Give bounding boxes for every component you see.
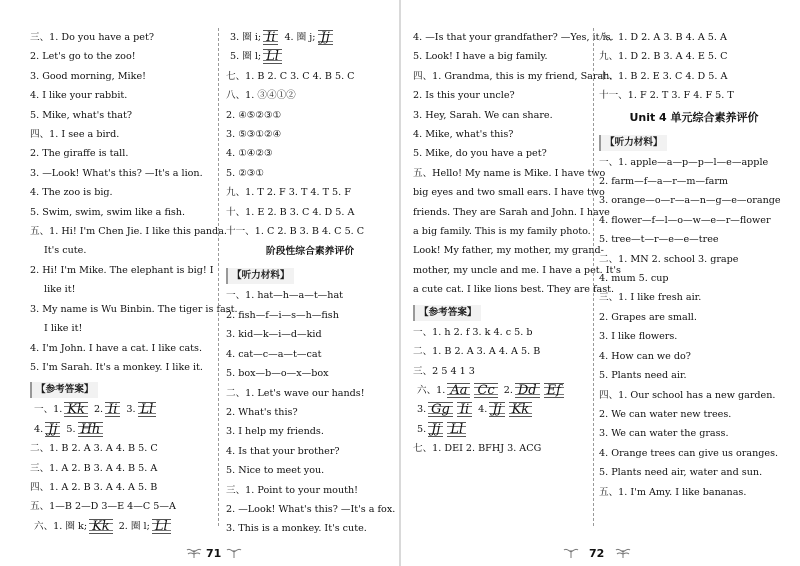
- answer-line: 5. Plants need air, water and sun.: [599, 467, 763, 479]
- answer-line: 2. —Look! What's this? —It's a fox.: [226, 503, 396, 515]
- handwriting-box: Hh: [78, 422, 104, 437]
- handwriting-row: [30, 420, 210, 439]
- answer-line: 3. orange—o—r—a—n—g—e—orange: [599, 195, 781, 207]
- answer-line: 五、1. I'm Amy. I like bananas.: [599, 486, 747, 498]
- section-header: 【参考答案】: [30, 382, 98, 398]
- handwriting-box: Jj: [45, 422, 60, 437]
- answer-line: 八、1. D 2. A 3. B 4. A 5. A: [599, 32, 727, 43]
- handwriting-row: [226, 47, 394, 66]
- answer-line: big eyes and two small ears. I have two: [413, 187, 605, 199]
- answer-label: 3.: [417, 404, 427, 416]
- handwriting-row: [226, 28, 394, 47]
- answer-line: 5. box—b—o—x—box: [226, 368, 329, 380]
- answer-line: 二、1. Let's wave our hands!: [226, 387, 365, 399]
- handwriting-box: Gg: [428, 402, 453, 417]
- column-b: [226, 28, 394, 539]
- answer-line: 4. cat—c—a—t—cat: [226, 348, 322, 360]
- section-header: 【参考答案】: [413, 305, 481, 321]
- answer-label: 3.: [126, 404, 136, 416]
- answer-label: 3. 圈 i;: [230, 32, 262, 43]
- answer-line: 三、2 5 4 1 3: [413, 365, 475, 377]
- handwriting-box: Dd: [515, 383, 540, 398]
- answer-line: 一、1. h 2. f 3. k 4. c 5. b: [413, 326, 533, 338]
- answer-line: 4. Mike, what's this?: [413, 129, 514, 141]
- leaf-ornament-icon: [563, 546, 579, 558]
- answer-line: mother, my uncle and me. I have a pet. It's: [413, 264, 621, 276]
- answer-line: 九、1. T 2. F 3. T 4. T 5. F: [226, 187, 351, 199]
- answer-line: 十一、1. C 2. B 3. B 4. C 5. C: [226, 226, 365, 238]
- answer-line: 4. Is that your brother?: [226, 445, 340, 457]
- answer-label: 5.: [417, 423, 427, 435]
- answer-line: like it!: [44, 284, 76, 296]
- answer-label: 2.: [93, 404, 104, 416]
- answer-line: 五、1. Hi! I'm Chen Jie. I like this panda.: [30, 226, 227, 238]
- answer-label: 5.: [66, 423, 76, 435]
- answer-line: 四、1. Grandma, this is my friend, Sarah.: [413, 70, 613, 82]
- answer-line: 四、1. A 2. B 3. A 4. A 5. B: [30, 481, 158, 493]
- column-divider: [218, 28, 219, 526]
- leaf-ornament-icon: [226, 546, 242, 558]
- answer-line: 二、1. MN 2. school 3. grape: [599, 253, 739, 265]
- answer-line: 2. Hi! I'm Mike. The elephant is big! I: [30, 264, 214, 276]
- answer-line: 5. Mike, what's that?: [30, 109, 133, 121]
- answer-line: 3. ⑤③①②④: [226, 129, 282, 141]
- answer-line: 3. Good morning, Mike!: [30, 70, 146, 82]
- column-d: [599, 28, 789, 502]
- answer-line: 三、1. I like fresh air.: [599, 292, 702, 304]
- answer-line: 4. I'm John. I have a cat. I like cats.: [30, 342, 202, 354]
- handwriting-box: Ii: [263, 30, 278, 45]
- section-header: 【听力材料】: [226, 268, 294, 284]
- answer-line: Look! My father, my mother, my grand-: [413, 245, 604, 257]
- answer-line: 二、1. B 2. A 3. A 4. A 5. B: [413, 346, 541, 358]
- handwriting-box: Cc: [474, 383, 497, 398]
- answer-line: 五、1—B 2—D 3—E 4—C 5—A: [30, 501, 176, 513]
- section-title: 阶段性综合素养评价: [265, 246, 355, 258]
- section-header: 【听力材料】: [599, 135, 667, 151]
- answer-line: 5. ②③①: [226, 167, 265, 179]
- handwriting-box: Ef: [544, 383, 564, 398]
- answer-line: 四、1. I see a bird.: [30, 129, 120, 141]
- answer-line: 八、1. ③④①②: [226, 90, 296, 102]
- handwriting-box: Ll: [138, 402, 157, 417]
- answer-label: 4.: [478, 404, 488, 416]
- answer-line: 3. This is a monkey. It's cute.: [226, 523, 367, 535]
- answer-label: 4. 圈 j;: [284, 32, 316, 43]
- answer-line: 2. Grapes are small.: [599, 311, 697, 323]
- answer-line: 5. Nice to meet you.: [226, 465, 325, 477]
- page-number: 72: [589, 547, 605, 560]
- answer-label: 2. 圈 l;: [118, 520, 150, 532]
- answer-line: 3. Hey, Sarah. We can share.: [413, 109, 553, 121]
- handwriting-box: Ll: [263, 49, 282, 64]
- answer-line: 五、Hello! My name is Mike. I have two: [413, 167, 606, 179]
- answer-line: 3. My name is Wu Binbin. The tiger is fast.: [30, 303, 238, 315]
- answer-line: 2. Is this your uncle?: [413, 90, 515, 102]
- handwriting-box: Ll: [447, 422, 466, 437]
- handwriting-box: Ll: [152, 519, 171, 534]
- answer-line: a cute cat. I like lions best. They are fast.: [413, 284, 615, 296]
- answer-line: 5. Mike, do you have a pet?: [413, 148, 547, 160]
- answer-line: a big family. This is my family photo.: [413, 226, 591, 238]
- answer-line: 5. Look! I have a big family.: [413, 51, 548, 63]
- page-72: [401, 0, 800, 566]
- answer-label: 六、1. 圈 k;: [34, 520, 88, 532]
- answer-line: 三、1. A 2. B 3. A 4. B 5. A: [30, 462, 158, 474]
- answer-line: 一、1. hat—h—a—t—hat: [226, 290, 344, 302]
- handwriting-row: [413, 400, 595, 419]
- answer-label: 一、1.: [34, 404, 63, 416]
- answer-line: 七、1. B 2. C 3. C 4. B 5. C: [226, 70, 355, 82]
- handwriting-box: Kk: [64, 402, 88, 417]
- answer-line: 3. I help my friends.: [226, 426, 324, 438]
- handwriting-row: [30, 517, 210, 536]
- answer-line: 4. How can we do?: [599, 350, 691, 362]
- answer-line: 一、1. apple—a—p—p—l—e—apple: [599, 156, 769, 168]
- handwriting-box: Kk: [509, 402, 533, 417]
- answer-line: 2. fish—f—i—s—h—fish: [226, 309, 339, 321]
- page-number: 71: [206, 547, 222, 560]
- handwriting-box: Ii: [457, 402, 472, 417]
- answer-line: 5. Swim, swim, swim like a fish.: [30, 206, 185, 218]
- answer-label: 六、1.: [417, 384, 446, 396]
- answer-line: It's cute.: [44, 245, 87, 257]
- answer-line: 3. —Look! What's this? —It's a lion.: [30, 167, 203, 179]
- answer-line: 5. I'm Sarah. It's a monkey. I like it.: [30, 361, 203, 373]
- column-divider: [593, 28, 594, 526]
- handwriting-box: Jj: [489, 402, 504, 417]
- handwriting-box: Jj: [428, 422, 443, 437]
- answer-line: 2. Let's go to the zoo!: [30, 51, 136, 63]
- column-c: [413, 28, 621, 459]
- answer-line: 七、1. DEI 2. BFHJ 3. ACG: [413, 443, 542, 455]
- answer-line: 4. flower—f—l—o—w—e—r—flower: [599, 214, 771, 226]
- leaf-ornament-icon: [186, 546, 202, 558]
- answer-line: 2. farm—f—a—r—m—farm: [599, 176, 729, 188]
- handwriting-box: Ii: [105, 402, 120, 417]
- answer-label: 5. 圈 l;: [230, 51, 262, 63]
- handwriting-row: [30, 400, 210, 419]
- answer-line: 2. ④⑤②③①: [226, 109, 282, 121]
- answer-line: 十一、1. F 2. T 3. F 4. F 5. T: [599, 90, 734, 102]
- answer-line: 2. The giraffe is tall.: [30, 148, 129, 160]
- handwriting-row: [413, 420, 595, 439]
- answer-line: 4. I like your rabbit.: [30, 90, 128, 102]
- answer-line: 十、1. B 2. E 3. C 4. D 5. A: [599, 70, 728, 82]
- answer-line: 三、1. Point to your mouth!: [226, 484, 359, 496]
- answer-line: friends. They are Sarah and John. I have: [413, 206, 610, 218]
- answer-label: 2.: [503, 384, 513, 396]
- column-a: [30, 28, 238, 536]
- answer-line: 4. Orange trees can give us oranges.: [599, 447, 779, 459]
- answer-line: 3. I like flowers.: [599, 331, 678, 343]
- answer-line: 二、1. B 2. A 3. A 4. B 5. C: [30, 443, 158, 455]
- leaf-ornament-icon: [615, 546, 631, 558]
- answer-line: 5. tree—t—r—e—e—tree: [599, 234, 719, 246]
- unit-title: Unit 4 单元综合素养评价: [629, 110, 759, 124]
- answer-line: 4. ①④②③: [226, 148, 273, 160]
- answer-line: 3. We can water the grass.: [599, 428, 729, 440]
- handwriting-box: Aa: [447, 383, 470, 398]
- handwriting-box: Kk: [89, 519, 113, 534]
- answer-line: 十、1. E 2. B 3. C 4. D 5. A: [226, 206, 355, 218]
- handwriting-box: Jj: [318, 30, 333, 45]
- answer-line: 三、1. Do you have a pet?: [30, 32, 154, 43]
- handwriting-row: [413, 381, 595, 400]
- answer-line: 4. The zoo is big.: [30, 187, 113, 199]
- page-71: [0, 0, 399, 566]
- answer-line: I like it!: [44, 323, 83, 335]
- answer-line: 3. kid—k—i—d—kid: [226, 329, 322, 341]
- answer-label: 4.: [34, 423, 44, 435]
- answer-line: 四、1. Our school has a new garden.: [599, 389, 776, 401]
- answer-line: 4. mum 5. cup: [599, 273, 669, 285]
- answer-line: 5. Plants need air.: [599, 370, 687, 382]
- answer-line: 4. —Is that your grandfather? —Yes, it is.: [413, 32, 614, 43]
- answer-line: 2. What's this?: [226, 406, 298, 418]
- answer-line: 九、1. D 2. B 3. A 4. E 5. C: [599, 51, 728, 63]
- answer-line: 2. We can water new trees.: [599, 408, 732, 420]
